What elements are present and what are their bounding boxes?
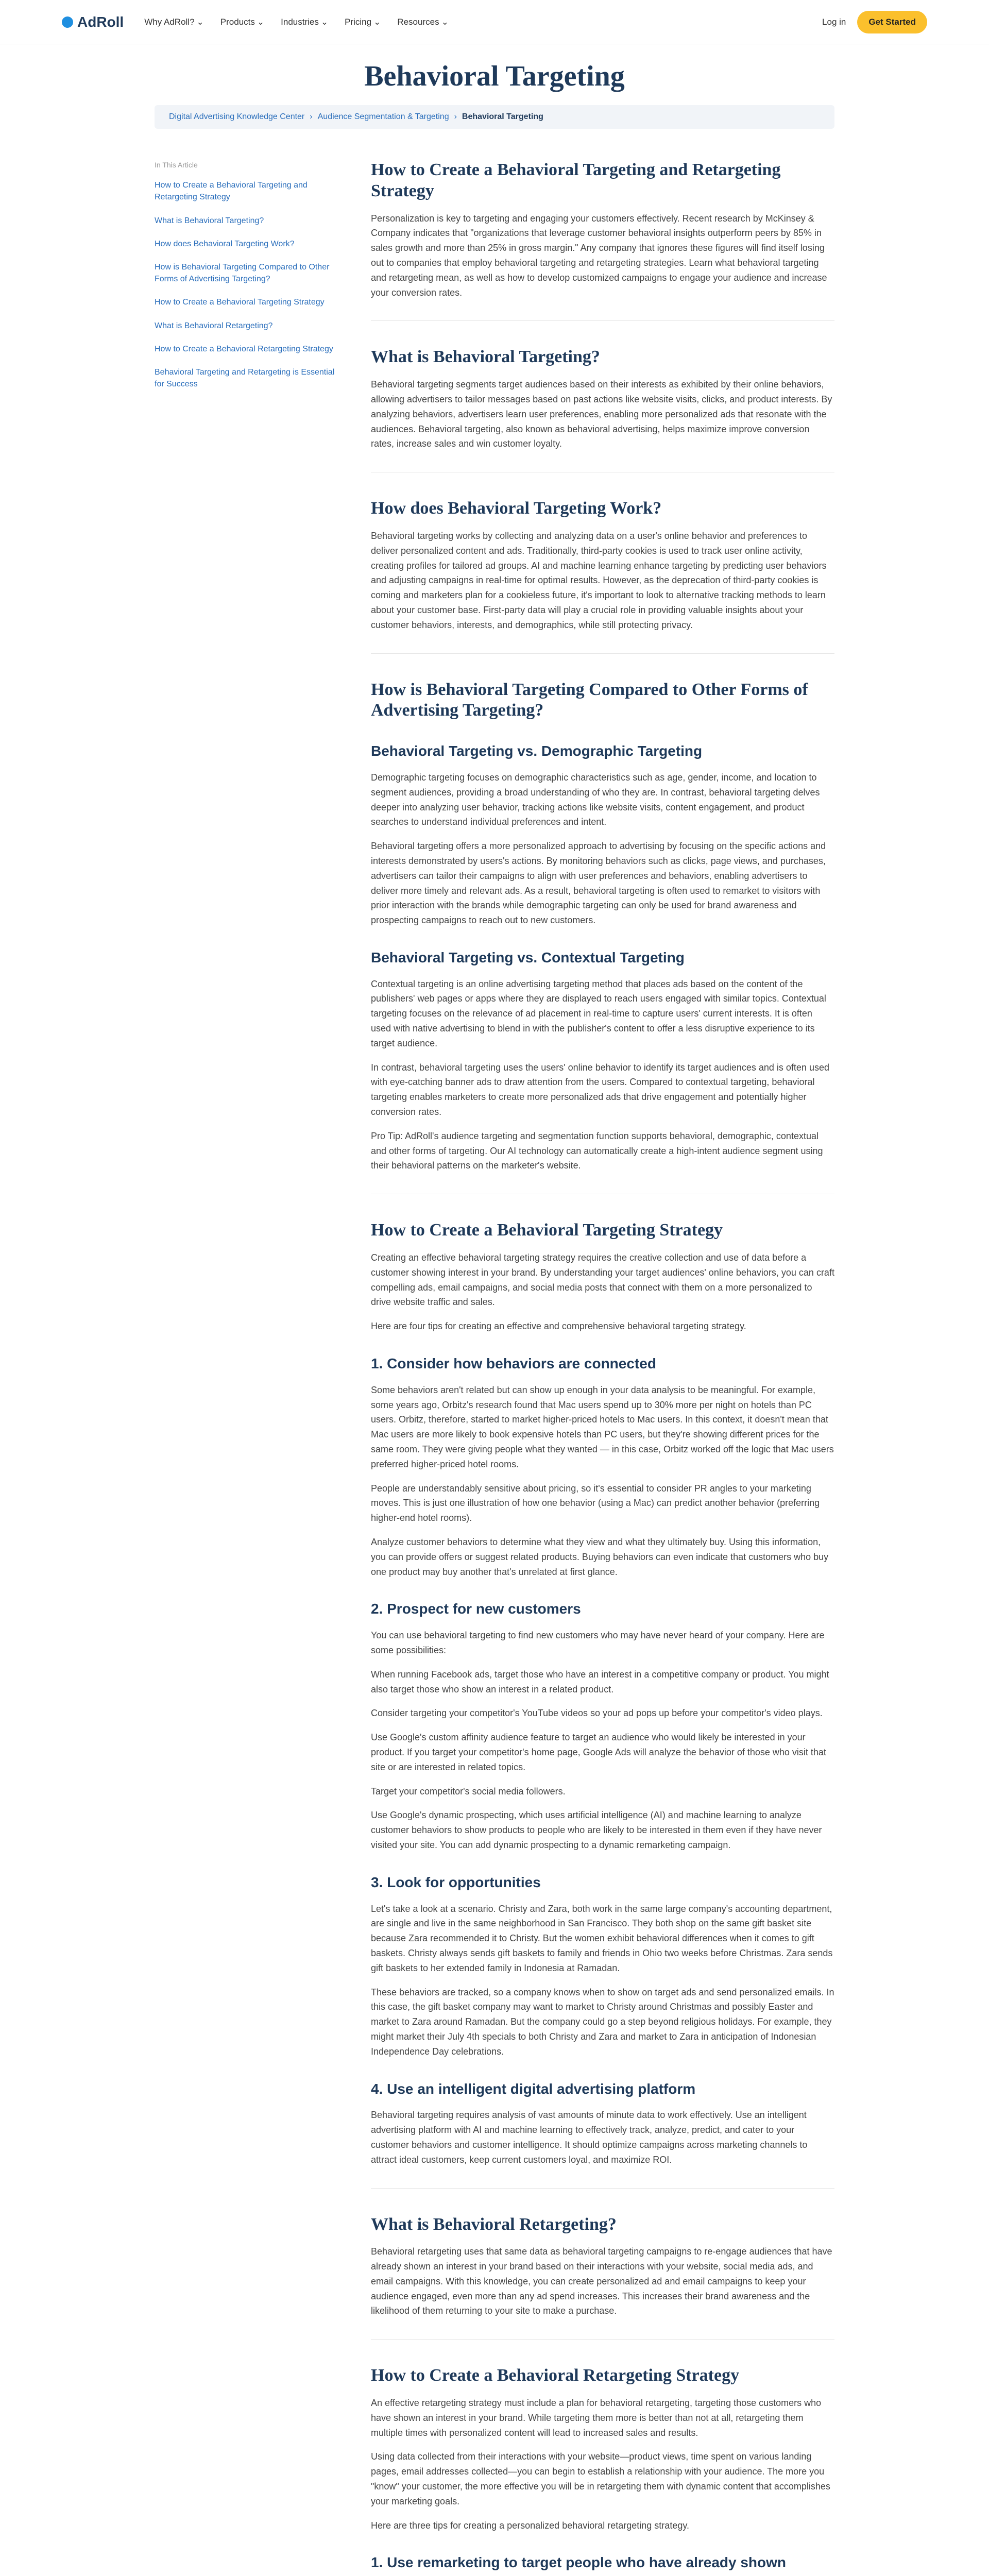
paragraph: Use Google's dynamic prospecting, which uses artificial intelligence (AI) and machine learning to analyze customer behaviors to show products to people who are likely to be interested in them even if they have never visited your site. You can add dynamic prospecting to a dynamic remarketing campaign. [371, 1810, 822, 1850]
logo-mark-icon [62, 16, 73, 28]
divider [371, 2339, 834, 2340]
chevron-down-icon: ⌄ [373, 16, 381, 27]
chevron-right-icon: › [310, 112, 313, 121]
divider [371, 2188, 834, 2189]
section-heading: What is Behavioral Retargeting? [371, 2214, 617, 2234]
toc-link[interactable]: How to Create a Behavioral Targeting and Retargeting Strategy [155, 181, 308, 202]
nav-menu [144, 17, 449, 27]
sub-heading: 4. Use an intelligent digital advertising platform [371, 2080, 696, 2097]
paragraph: Behavioral targeting requires analysis of vast amounts of minute data to work effectively. Use an intelligent advertising platform with AI and machine learning to effectively track, analyze, predict, and cater to your customer behaviors and customer intelligence. It should optimize campaigns across marketing channels to attract ideal customers, keep current customers loyal, and maximize ROI. [371, 2110, 808, 2165]
nav-item-why[interactable]: Why AdRoll? ⌄ [144, 16, 204, 27]
divider [371, 653, 834, 654]
paragraph: People are understandably sensitive about pricing, so it's essential to consider PR angles to your marketing moves. This is just one illustration of how one behavior (using a Mac) can predict another behavior (preferring higher-end hotel rooms). [371, 1483, 820, 1523]
nav-item-pricing[interactable]: Pricing ⌄ [345, 16, 381, 27]
nav-item-products[interactable]: Products ⌄ [220, 16, 265, 27]
nav-item-resources[interactable]: Resources ⌄ [397, 16, 449, 27]
paragraph: Using data collected from their interactions with your website—product views, time spent on various landing pages, email addresses collected—you can begin to establish a relationship with your audience. The more you "know" your customer, the more effective you will be in retargeting them with dynamic content that accomplishes your marketing goals. [371, 2451, 830, 2506]
section-heading: How is Behavioral Targeting Compared to Other Forms of Advertising Targeting? [371, 680, 808, 720]
paragraph: Let's take a look at a scenario. Christy and Zara, both work in the same large company's accounting department, are single and live in the same neighborhood in San Francisco. They both shop on the same gift basket site because Zara recommended it to Christy. But the women exhibit behavioral differences when it comes to gift baskets. Christy always sends gift baskets to family and friends in Ohio two weeks before Christmas. Zara sends gift baskets to her extended family in Indonesia at Ramadan. [371, 1903, 833, 1973]
toc-link[interactable]: Behavioral Targeting and Retargeting is Essential for Success [155, 367, 335, 389]
paragraph: You can use behavioral targeting to find new customers who may have never heard of your company. Here are some possibilities: [371, 1630, 825, 1655]
paragraph: Contextual targeting is an online advertising targeting method that places ads based on the content of the publishers' web pages or apps where they are displayed to reach users engaged with similar topics. Contextual targeting focuses on the relevance of ad placement in real-time to capture users' current interests. It is often used with native advertising to blend in with the publisher's content to offer a less disruptive experience to its target audience. [371, 978, 826, 1048]
paragraph: Consider targeting your competitor's YouTube videos so your ad pops up before your competitor's video plays. [371, 1708, 823, 1719]
paragraph: Behavioral targeting works by collecting and analyzing data on a user's online behavior and preferences to deliver personalized content and ads. Traditionally, third-party cookies is used to track user online activity, creating profiles for tailored ad groups. AI and machine learning enhance targeting by predicting user behaviors and adjusting campaigns in real-time for optimal results. However, as the deprecation of third-party cookies is coming and marketers plan for a cookieless future, it's important to look to alternative tracking methods to learn about your customer base. First-party data will play a crucial role in providing valuable insights about your customer behaviors, interests, and demographics, while still protecting privacy. [371, 530, 827, 630]
breadcrumb-segmentation[interactable]: Audience Segmentation & Targeting [317, 112, 449, 121]
paragraph: Behavioral retargeting uses that same data as behavioral targeting campaigns to re-engage audiences that have already shown an interest in your brand based on their interactions with your website, social media ads, and email campaigns. With this knowledge, you can create personalized ad and email campaigns to keep your audience engaged, even more than any ad spend increases. This increases their brand awareness and the likelihood of them returning to your site to make a purchase. [371, 2246, 832, 2316]
paragraph: Use Google's custom affinity audience feature to target an audience who would likely be interested in your product. If you target your competitor's home page, Google Ads will analyze the behavior of those who visit that site or are interested in related topics. [371, 1732, 826, 1772]
paragraph: When running Facebook ads, target those who have an interest in a competitive company or product. You might also target those who show an interest in a related product. [371, 1669, 829, 1694]
chevron-down-icon: ⌄ [196, 16, 204, 27]
sub-heading: 2. Prospect for new customers [371, 1601, 581, 1617]
paragraph: Behavioral targeting offers a more personalized approach to advertising by focusing on the specific actions and interests demonstrated by users's actions. By monitoring behaviors such as clicks, page views, and purchases, advertisers can tailor their campaigns to align with user preferences and behaviors, enabling advertisers to deliver more timely and relevant ads. As a result, behavioral targeting is often used to remarket to visitors with prior interaction with the brands while demographic targeting can only be used for brand awareness and prospecting campaigns to reach out to new customers. [371, 841, 826, 926]
chevron-down-icon: ⌄ [320, 16, 329, 27]
paragraph: Here are four tips for creating an effective and comprehensive behavioral targeting strategy. [371, 1321, 746, 1332]
breadcrumb [155, 105, 834, 129]
login-link[interactable]: Log in [822, 16, 846, 27]
toc-link[interactable]: What is Behavioral Targeting? [155, 216, 264, 225]
paragraph: Here are three tips for creating a personalized behavioral retargeting strategy. [371, 2520, 690, 2531]
adroll-logo[interactable]: AdRoll [62, 14, 124, 30]
section-heading: How to Create a Behavioral Targeting Strategy [371, 1221, 723, 1240]
paragraph: Analyze customer behaviors to determine what they view and what they ultimately buy. Using this information, you can provide offers or suggest related products. Buying behaviors can even indicate that customers who buy one product may buy another that's unrelated at first glance. [371, 1537, 829, 1577]
section-heading: How does Behavioral Targeting Work? [371, 499, 662, 518]
chevron-down-icon: ⌄ [441, 16, 449, 27]
section-heading: What is Behavioral Targeting? [371, 347, 600, 367]
top-nav [0, 0, 989, 44]
chevron-down-icon: ⌄ [257, 16, 265, 27]
chevron-right-icon: › [454, 112, 457, 121]
paragraph: An effective retargeting strategy must include a plan for behavioral retargeting, targeting those customers who have shown an interest in your brand. While targeting them more is better than not at all, retargeting them multiple times with personalized content will lead to increased sales and results. [371, 2398, 822, 2438]
sub-heading: 3. Look for opportunities [371, 1874, 541, 1890]
paragraph: Demographic targeting focuses on demographic characteristics such as age, gender, income, and location to segment audiences, providing a broad understanding of who they are. In contrast, behavioral targeting delves deeper into analyzing user behavior, tracking actions like website visits, content engagement, and product searches to understand individual preferences and intent. [371, 772, 820, 827]
toc-link[interactable]: How does Behavioral Targeting Work? [155, 239, 295, 248]
divider [371, 320, 834, 321]
article-body [371, 160, 834, 2576]
toc-link[interactable]: What is Behavioral Retargeting? [155, 321, 273, 330]
paragraph: These behaviors are tracked, so a company knows when to show on target ads and send personalized emails. In this case, the gift basket company may want to market to Christy around Christmas and possibly Easter and market to Zara around Ramadan. But the company could go a step beyond religious holidays. For example, they might market their July 4th specials to both Christy and Zara and market to Zara in anticipation of Indonesian Independence Day celebrations. [371, 1987, 834, 2057]
nav-item-industries[interactable]: Industries ⌄ [281, 16, 329, 27]
paragraph: Personalization is key to targeting and engaging your customers effectively. Recent research by McKinsey & Company indicates that "organizations that leverage customer behavioral insights outperform peers by 85% in sales growth and more than 25% in gross margin." Any company that ignores these figures will find itself losing out to companies that employ behavioral targeting and retargeting strategies. Learn what behavioral targeting and retargeting mean, as well as how to develop customized campaigns to engage your audience and increase your conversion rates. [371, 213, 827, 298]
toc-link[interactable]: How is Behavioral Targeting Compared to Other Forms of Advertising Targeting? [155, 263, 330, 284]
paragraph: Creating an effective behavioral targeting strategy requires the creative collection and use of data before a customer showing interest in your brand. By understanding your target audiences' online behaviors, you can craft compelling ads, email campaigns, and social media posts that connect with them on a more personalized to drive website traffic and sales. [371, 1252, 834, 1308]
sub-heading: 1. Consider how behaviors are connected [371, 1355, 656, 1372]
section-heading: How to Create a Behavioral Retargeting Strategy [371, 2366, 740, 2385]
toc-title: In This Article [155, 161, 198, 169]
page-title: Behavioral Targeting [364, 60, 625, 92]
sub-heading: Behavioral Targeting vs. Contextual Targeting [371, 949, 685, 965]
get-started-button[interactable]: Get Started [857, 11, 927, 33]
toc-link[interactable]: How to Create a Behavioral Targeting Strategy [155, 298, 325, 307]
hero [0, 44, 989, 105]
breadcrumb-knowledge-center[interactable]: Digital Advertising Knowledge Center [169, 112, 305, 121]
paragraph: In contrast, behavioral targeting uses the users' online behavior to identify its target audiences and is often used with eye-catching banner ads to draw attention from the users. Compared to contextual targeting, behavioral targeting enables marketers to create more personalized ads that drive engagement and potentially higher conversion rates. [371, 1062, 829, 1117]
paragraph: Some behaviors aren't related but can show up enough in your data analysis to be meaningful. For example, some years ago, Orbitz's research found that Mac users spend up to 30% more per night on hotels than PC users. Orbitz, therefore, started to market higher-priced hotels to Mac users. In this context, it doesn't mean that Mac users are more likely to book expensive hotels than PC users, but they're showing different prices for the same room. They were giving people what they wanted — in this case, Orbitz worked off the logic that Mac users preferred higher-priced hotel rooms. [371, 1384, 834, 1469]
sub-heading: Behavioral Targeting vs. Demographic Targeting [371, 743, 703, 759]
toc-link[interactable]: How to Create a Behavioral Retargeting Strategy [155, 344, 333, 353]
paragraph: Target your competitor's social media followers. [371, 1786, 566, 1797]
pro-tip: Pro Tip: AdRoll's audience targeting and segmentation function supports behavioral, demographic, contextual and other forms of targeting. Our AI technology can automatically create a high-intent audience segment using their behavioral patterns on the marketer's website. [371, 1130, 823, 1171]
paragraph: Behavioral targeting segments target audiences based on their interests as exhibited by their online behaviors, allowing advertisers to tailor messages based on past actions like website visits, clicks, and product interests. By analyzing behaviors, advertisers learn user preferences, enabling more personalized ads that resonate with the audiences. Behavioral targeting, also known as behavioral advertising, helps maximize improve conversion rates, increase sales and win customer loyalty. [371, 379, 832, 449]
section-heading: How to Create a Behavioral Targeting and Retargeting Strategy [371, 160, 781, 200]
breadcrumb-current: Behavioral Targeting [462, 112, 543, 121]
table-of-contents [155, 160, 345, 2576]
sub-heading: 1. Use remarketing to target people who have already shown [371, 2554, 787, 2571]
